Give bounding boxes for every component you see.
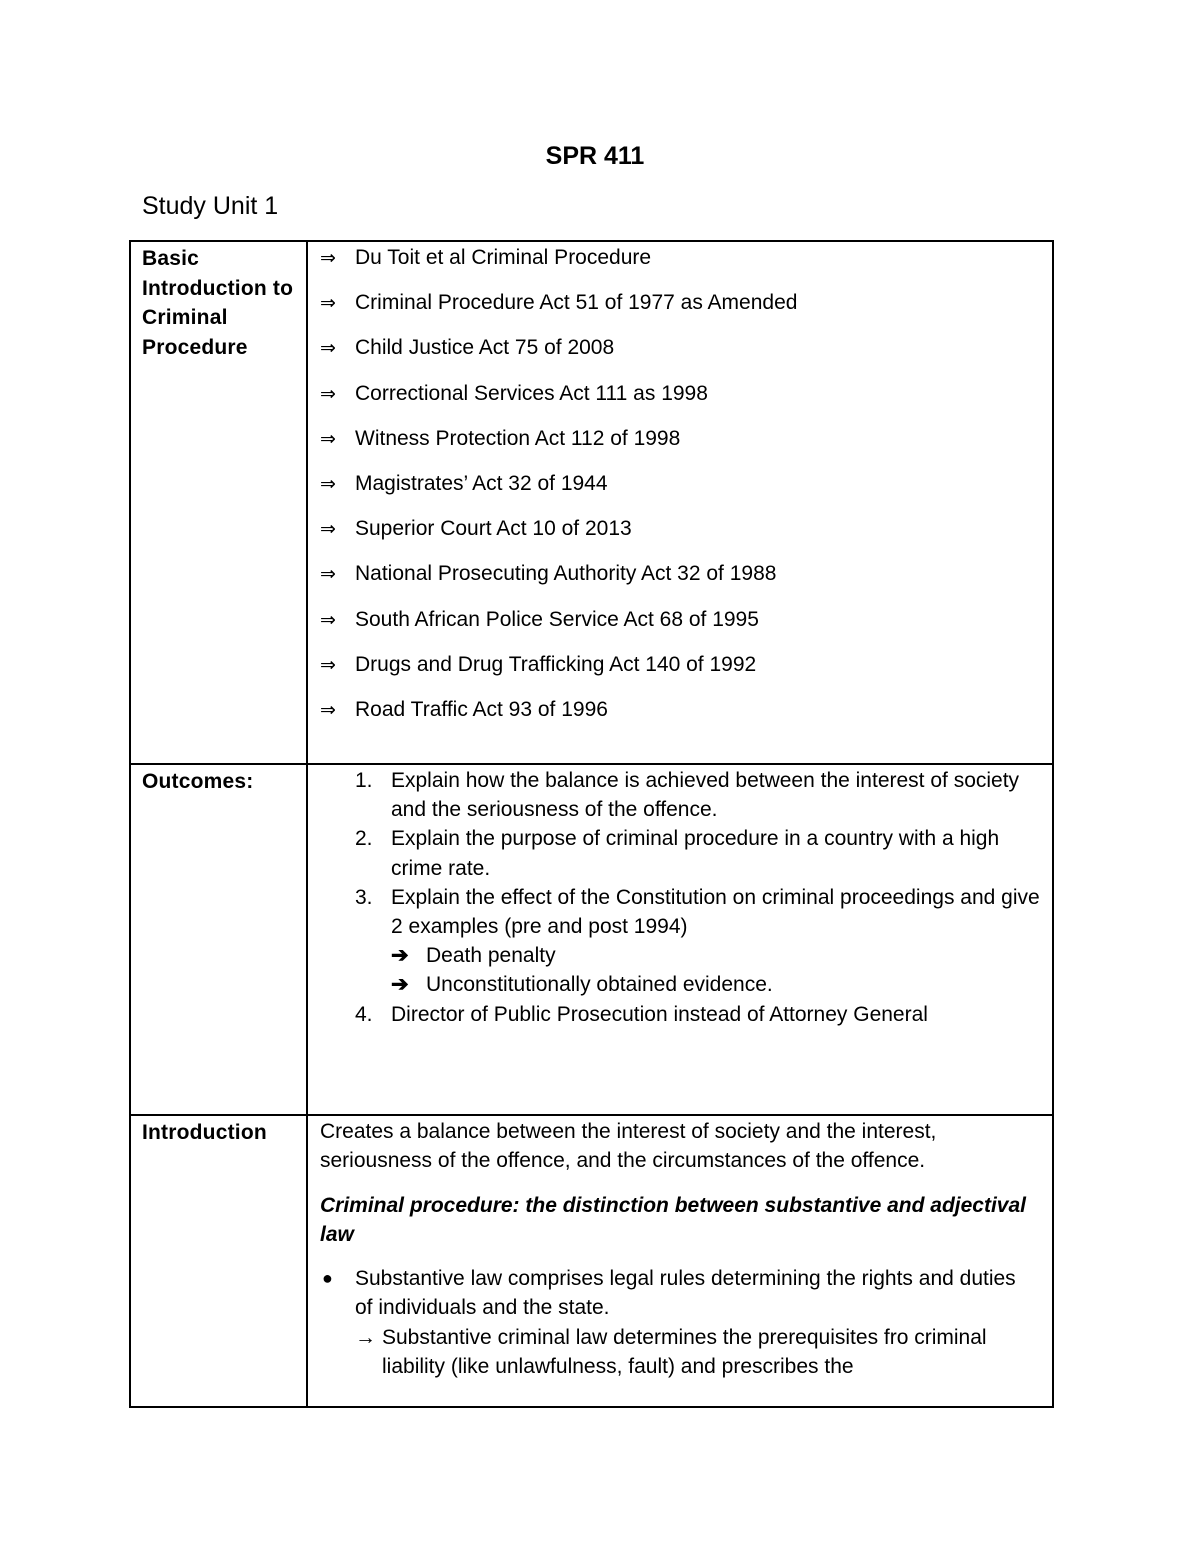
list-item [320,288,1052,333]
list-item [391,941,1040,970]
list-item [320,469,1052,514]
double-arrow-icon: ⇒ [320,383,336,405]
double-arrow-icon: ⇒ [320,293,336,315]
double-arrow-icon: ⇒ [320,248,336,269]
list-item [320,695,1052,740]
outcomes-list [308,765,1052,1029]
references-list [308,242,1052,740]
bullet-list [320,1264,1038,1381]
list-number: 1. [355,769,373,792]
list-item-text: Explain the effect of the Constitution on criminal proceedings and give 2 examples (pre and post 1994) [391,885,1040,939]
list-item [320,559,1052,604]
double-arrow-icon: ⇒ [320,428,336,450]
list-item [308,883,1052,1000]
list-item-text: South African Police Service Act 68 of 1995 [355,607,759,631]
references-label-cell [130,241,307,764]
list-item-text: Superior Court Act 10 of 2013 [355,517,632,541]
outcomes-cell [307,764,1053,1115]
list-item-text: National Prosecuting Authority Act 32 of 1988 [355,562,777,586]
double-arrow-icon: ⇒ [320,654,336,676]
list-item-text: Unconstitutionally obtained evidence. [426,973,773,997]
row-label: Basic Introduction to Criminal Procedure [142,247,294,359]
list-item [308,1000,1052,1029]
list-number: 3. [355,885,373,909]
table-row-outcomes [130,764,1053,1115]
list-item [391,970,1040,999]
double-arrow-icon: ⇒ [320,699,336,721]
references-cell [307,241,1053,764]
list-item-text: Drugs and Drug Trafficking Act 140 of 1992 [355,652,757,676]
list-item [320,243,1052,288]
table-row-references [130,241,1053,764]
row-label: Outcomes: [142,770,254,793]
double-arrow-icon: ⇒ [320,564,336,586]
list-item-text: Director of Public Prosecution instead of Attorney General [391,1002,928,1026]
list-item-text: Correctional Services Act 111 as 1998 [355,381,708,405]
list-item [320,605,1052,650]
list-item [320,1264,1038,1381]
list-item-text: Death penalty [426,944,556,968]
bullet-icon: ● [322,1268,333,1289]
section-heading: Criminal procedure: the distinction between substantive and adjectival law [320,1193,1026,1246]
document-title: SPR 411 [545,142,645,170]
study-unit-heading: Study Unit 1 [142,192,279,220]
list-item-text: Substantive law comprises legal rules determining the rights and duties of individuals and the state. [355,1267,1016,1320]
list-item-text: Explain the purpose of criminal procedure in a country with a high crime rate. [391,827,1000,880]
table-row-introduction [130,1115,1053,1407]
double-arrow-icon: ⇒ [320,609,336,631]
list-item-text: Explain how the balance is achieved between the interest of society and the seriousness of the offence. [391,769,1020,822]
list-item-text: Witness Protection Act 112 of 1998 [355,426,681,450]
list-item [320,333,1052,378]
list-item-text: Du Toit et al Criminal Procedure [355,246,652,269]
right-arrow-icon: → [355,1325,376,1349]
list-item-text: Road Traffic Act 93 of 1996 [355,697,608,721]
double-arrow-icon: ⇒ [320,519,336,541]
list-item [320,424,1052,469]
introduction-cell [307,1115,1053,1407]
list-number: 2. [355,827,373,851]
list-item-text: Magistrates’ Act 32 of 1944 [355,471,608,495]
list-item-text: Criminal Procedure Act 51 of 1977 as Amended [355,291,798,315]
double-arrow-icon: ⇒ [320,473,336,495]
list-item [320,650,1052,695]
list-item [308,824,1052,882]
right-arrow-icon: ➔ [391,973,409,997]
intro-paragraph: Creates a balance between the interest of society and the interest, seriousness of the offence, and the circumstances of the offence. [320,1120,937,1173]
list-item-text: Child Justice Act 75 of 2008 [355,336,615,360]
introduction-content [308,1116,1052,1381]
list-item [320,514,1052,559]
double-arrow-icon: ⇒ [320,338,336,360]
list-number: 4. [355,1002,373,1026]
list-item [355,1323,1038,1382]
row-label: Introduction [142,1121,267,1144]
list-item [320,379,1052,424]
right-arrow-icon: ➔ [391,944,409,968]
arrow-sublist [355,1323,1038,1382]
outcomes-label-cell [130,764,307,1115]
introduction-label-cell [130,1115,307,1407]
examples-sublist [391,941,1040,999]
list-item-text: Substantive criminal law determines the prerequisites fro criminal liability (like unlawfulness, fault) and prescribes the [382,1325,987,1379]
study-table [129,240,1054,1408]
list-item [308,766,1052,824]
